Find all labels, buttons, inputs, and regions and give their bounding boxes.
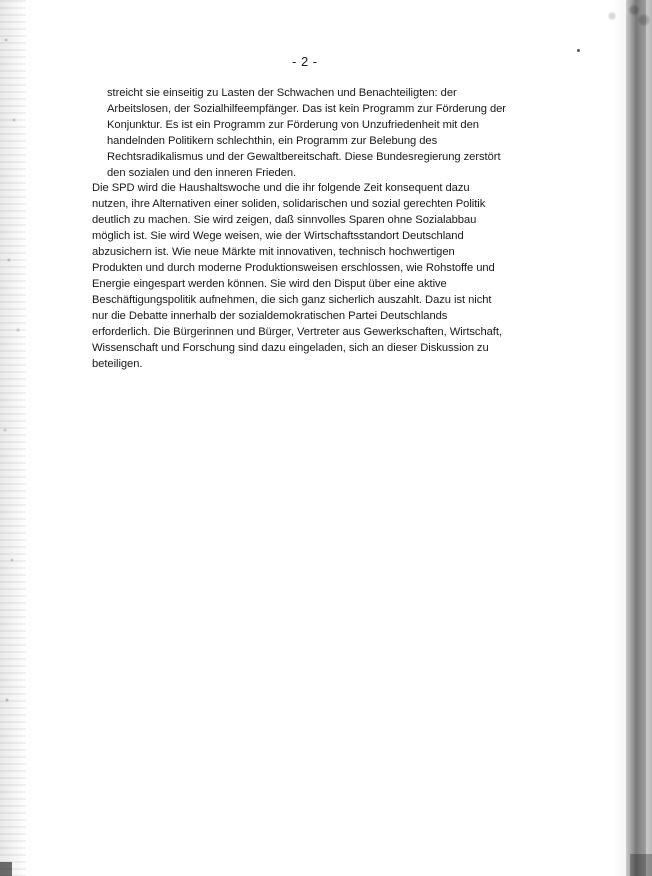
scan-left-edge <box>0 0 26 876</box>
paragraph-2 <box>92 180 522 372</box>
paragraph-2-line: Energie eingespart werden können. Sie wird den Disput über eine aktive <box>92 278 447 290</box>
paragraph-2-line: deutlich zu machen. Sie wird zeigen, daß sinnvolles Sparen ohne Sozialabbau <box>92 214 477 226</box>
scan-bottom-right-artifact <box>630 854 652 876</box>
paragraph-2-line: abzusichern ist. Wie neue Märkte mit innovativen, technisch hochwertigen <box>92 246 455 258</box>
paragraph-1 <box>107 85 527 181</box>
paragraph-1-line: handelnden Politikern schlechthin, ein Programm zur Belebung des <box>107 135 438 147</box>
paragraph-1-line: streicht sie einseitig zu Lasten der Schwachen und Benachteiligten: der <box>107 87 457 99</box>
scan-speck <box>577 49 580 52</box>
paragraph-1-line: Arbeitslosen, der Sozialhilfeempfänger. Das ist kein Programm zur Förderung der <box>107 103 506 115</box>
paragraph-2-line: erforderlich. Die Bürgerinnen und Bürger, Vertreter aus Gewerkschaften, Wirtschaft, <box>92 326 502 338</box>
paragraph-1-line: den sozialen und den inneren Frieden. <box>107 167 297 179</box>
scan-right-bar <box>626 0 646 876</box>
paragraph-1-line: Konjunktur. Es ist ein Programm zur Förderung von Unzufriedenheit mit den <box>107 119 479 131</box>
paragraph-1-line: Rechtsradikalismus und der Gewaltbereitschaft. Diese Bundesregierung zerstört <box>107 151 501 163</box>
paragraph-2-line: beteiligen. <box>92 358 143 370</box>
paragraph-2-line: nur die Debatte innerhalb der sozialdemokratischen Partei Deutschlands <box>92 310 448 322</box>
paragraph-2-line: Produkten und durch moderne Produktionsweisen erschlossen, wie Rohstoffe und <box>92 262 495 274</box>
paragraph-2-line: Die SPD wird die Haushaltswoche und die ihr folgende Zeit konsequent dazu <box>92 182 470 194</box>
scan-top-right-artifact <box>572 0 652 28</box>
paragraph-2-line: nutzen, ihre Alternativen einer soliden, solidarischen und sozial gerechten Politik <box>92 198 486 210</box>
page-number: - 2 - <box>292 54 318 69</box>
paragraph-2-line: möglich ist. Sie wird Wege weisen, wie der Wirtschaftsstandort Deutschland <box>92 230 464 242</box>
paragraph-2-line: Wissenschaft und Forschung sind dazu eingeladen, sich an dieser Diskussion zu <box>92 342 489 354</box>
paragraph-2-line: Beschäftigungspolitik aufnehmen, die sich ganz sicherlich auszahlt. Dazu ist nicht <box>92 294 492 306</box>
scan-bottom-left-artifact <box>0 862 12 876</box>
